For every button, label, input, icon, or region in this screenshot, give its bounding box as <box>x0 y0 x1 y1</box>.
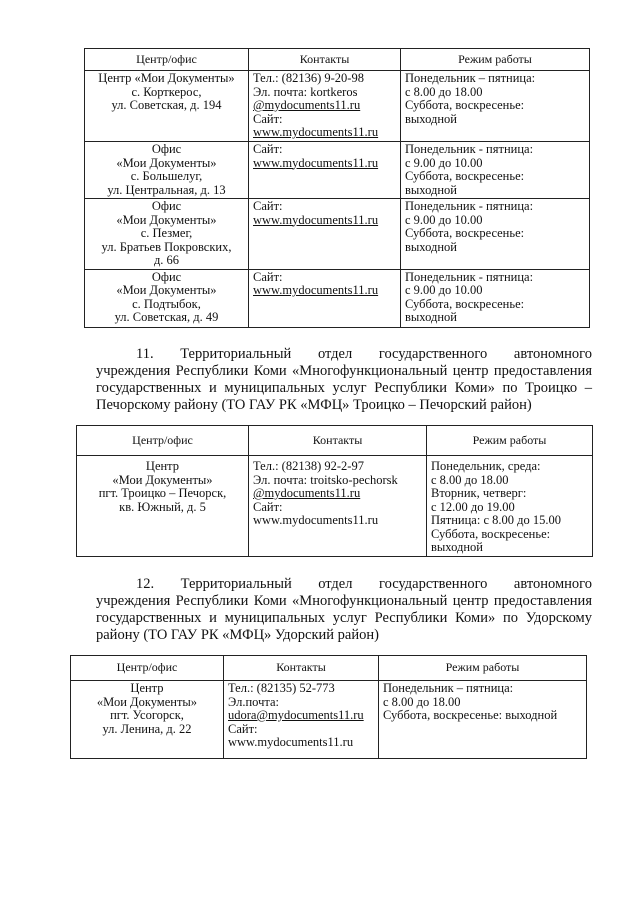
header-office: Центр/офис <box>77 426 249 456</box>
table-row <box>71 681 587 759</box>
table-row <box>77 456 593 557</box>
header-office: Центр/офис <box>71 656 224 681</box>
office-cell: Центр «Мои Документы» пгт. Троицко – Печорск, кв. Южный, д. 5 <box>77 456 249 557</box>
contacts-cell: Сайт: www.mydocuments11.ru <box>249 142 401 199</box>
header-contacts: Контакты <box>249 49 401 71</box>
hours-cell: Понедельник – пятница: с 8.00 до 18.00 Суббота, воскресенье: выходной <box>401 71 590 142</box>
contacts-cell: Сайт: www.mydocuments11.ru <box>249 199 401 270</box>
email-link[interactable]: @mydocuments11.ru <box>253 98 361 112</box>
hours-cell: Понедельник - пятница: с 9.00 до 10.00 Суббота, воскресенье: выходной <box>401 199 590 270</box>
office-cell: Центр «Мои Документы» пгт. Усогорск, ул. Ленина, д. 22 <box>71 681 224 759</box>
contacts-cell: Тел.: (82138) 92-2-97 Эл. почта: troitsko-pechorsk @mydocuments11.ru Сайт: www.mydocuments11.ru <box>249 456 427 557</box>
header-hours: Режим работы <box>427 426 593 456</box>
header-contacts: Контакты <box>224 656 379 681</box>
website-link[interactable]: www.mydocuments11.ru <box>253 513 379 527</box>
header-contacts: Контакты <box>249 426 427 456</box>
hours-cell: Понедельник - пятница: с 9.00 до 10.00 Суббота, воскресенье: выходной <box>401 269 590 327</box>
offices-table-troitsko-pechorsk <box>76 425 593 557</box>
table-row <box>85 71 590 142</box>
table-row <box>85 269 590 327</box>
office-cell: Офис «Мои Документы» с. Пезмег, ул. Братьев Покровских, д. 66 <box>85 199 249 270</box>
website-link[interactable]: www.mydocuments11.ru <box>253 125 379 139</box>
header-hours: Режим работы <box>379 656 587 681</box>
contacts-cell: Тел.: (82136) 9-20-98 Эл. почта: kortkeros @mydocuments11.ru Сайт: www.mydocuments11.ru <box>249 71 401 142</box>
office-cell: Центр «Мои Документы» с. Корткерос, ул. Советская, д. 194 <box>85 71 249 142</box>
table-row <box>85 142 590 199</box>
header-hours: Режим работы <box>401 49 590 71</box>
table-row <box>85 199 590 270</box>
hours-cell: Понедельник - пятница: с 9.00 до 10.00 Суббота, воскресенье: выходной <box>401 142 590 199</box>
email-link[interactable]: udora@mydocuments11.ru <box>228 708 364 722</box>
contacts-cell: Сайт: www.mydocuments11.ru <box>249 269 401 327</box>
office-cell: Офис «Мои Документы» с. Большелуг, ул. Центральная, д. 13 <box>85 142 249 199</box>
website-link[interactable]: www.mydocuments11.ru <box>253 155 379 170</box>
email-link[interactable]: @mydocuments11.ru <box>253 486 361 500</box>
header-office: Центр/офис <box>85 49 249 71</box>
website-link[interactable]: www.mydocuments11.ru <box>253 212 379 227</box>
hours-cell: Понедельник – пятница: с 8.00 до 18.00 Суббота, воскресенье: выходной <box>379 681 587 759</box>
offices-table-kortkeros <box>84 48 590 328</box>
office-cell: Офис «Мои Документы» с. Подтыбок, ул. Советская, д. 49 <box>85 269 249 327</box>
section-11-heading: 11. Территориальный отдел государственного автономного учреждения Республики Коми «Многофункциональный центр предоставления государственных и муниципальных услуг Республики Коми» по Троицко – Печорскому району (ТО ГАУ РК «МФЦ» Троицко – Печорский район) <box>96 346 592 413</box>
hours-cell: Понедельник, среда: с 8.00 до 18.00 Вторник, четверг: с 12.00 до 19.00 Пятница: с 8.00 до 15.00 Суббота, воскресенье: выходной <box>427 456 593 557</box>
website-link[interactable]: www.mydocuments11.ru <box>253 283 379 297</box>
section-12-heading: 12. Территориальный отдел государственного автономного учреждения Республики Коми «Многофункциональный центр предоставления государственных и муниципальных услуг Республики Коми» по Удорскому району (ТО ГАУ РК «МФЦ» Удорский район) <box>96 576 592 643</box>
offices-table-udora <box>70 655 587 759</box>
contacts-cell: Тел.: (82135) 52-773 Эл.почта: udora@mydocuments11.ru Сайт: www.mydocuments11.ru <box>224 681 379 759</box>
website-link[interactable]: www.mydocuments11.ru <box>228 735 354 749</box>
